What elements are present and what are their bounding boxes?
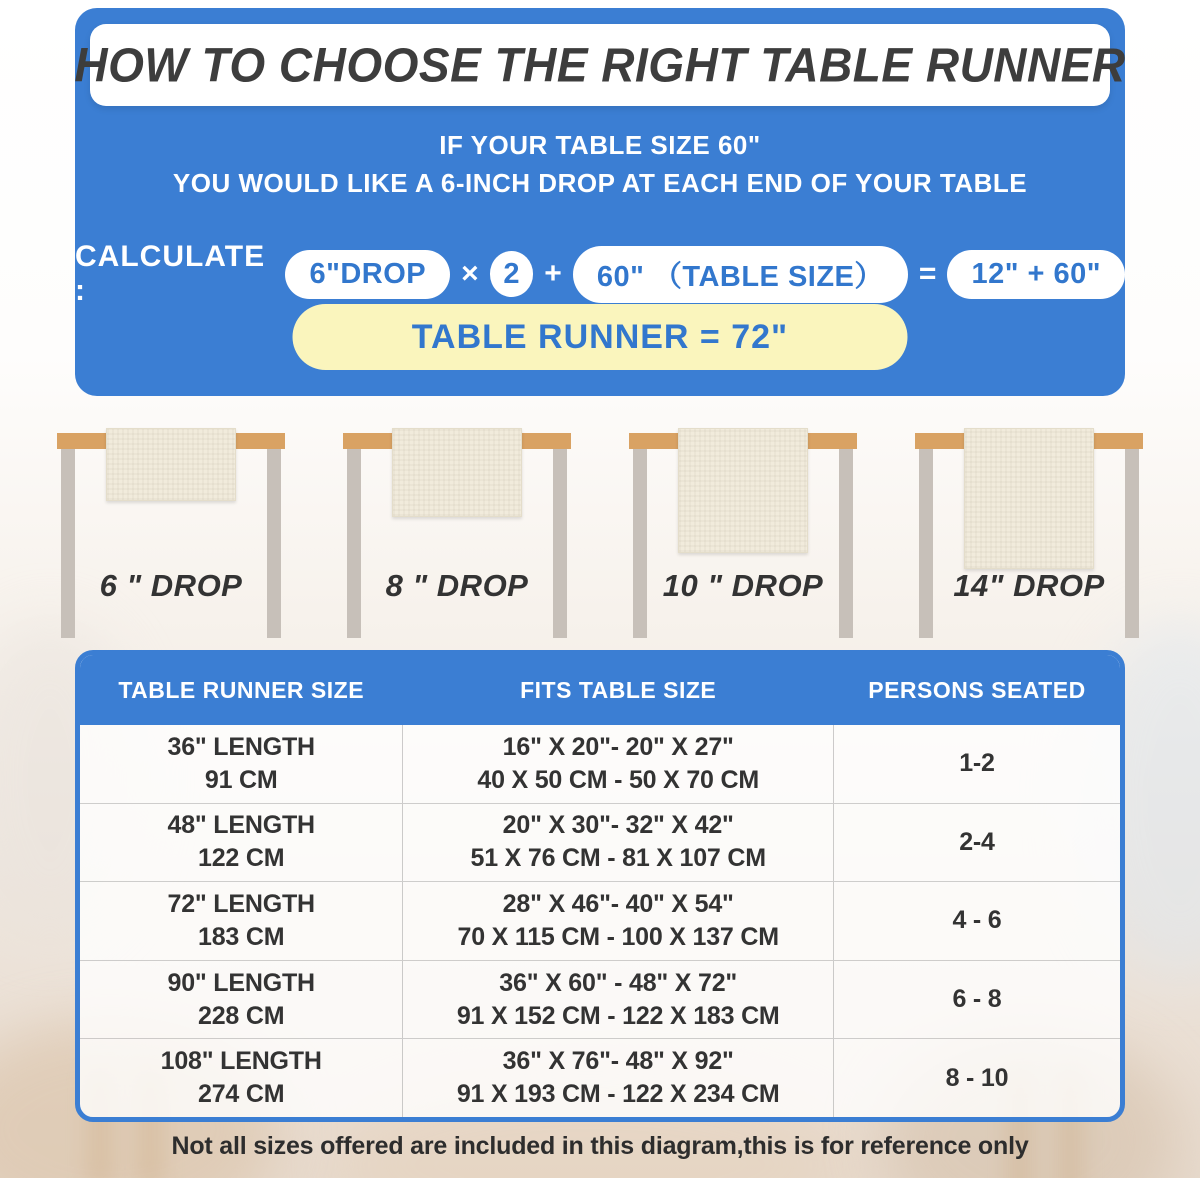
cell-runner-size: 48" LENGTH 122 CM (167, 811, 315, 873)
table-body (80, 725, 1120, 1117)
reference-note: Not all sizes offered are included in this diagram,this is for reference only (171, 1132, 1029, 1160)
table-leg-right (839, 447, 853, 638)
cell-fits-size: 20" X 30"- 32" X 42" 51 X 76 CM - 81 X 107 CM (402, 804, 834, 882)
table-leg-left (919, 447, 933, 638)
drop-illustration-8 (326, 410, 588, 645)
times-sign: × (461, 257, 479, 290)
cell-runner-size: 108" LENGTH 274 CM (160, 1047, 322, 1109)
cell-runner-size: 72" LENGTH 183 CM (167, 889, 315, 951)
table-row (80, 803, 1120, 882)
calculate-label: CALCULATE : (75, 240, 266, 307)
cell-fits-size: 16" X 20"- 20" X 27" 40 X 50 CM - 50 X 70 CM (402, 725, 834, 803)
drop-label: 6 " DROP (99, 568, 243, 603)
cell-runner-size: 90" LENGTH 228 CM (167, 968, 315, 1030)
cell-persons: 8 - 10 (945, 1063, 1009, 1092)
drop-illustrations (40, 410, 1160, 645)
size-chart-table (75, 650, 1125, 1122)
table-leg-left (633, 447, 647, 638)
table-row (80, 725, 1120, 803)
page-title: HOW TO CHOOSE THE RIGHT TABLE RUNNER (74, 37, 1126, 93)
table-leg-right (1125, 447, 1139, 638)
table-row (80, 881, 1120, 960)
drop-label: 10 " DROP (662, 568, 824, 603)
runner-fabric (964, 428, 1094, 569)
table-size-pill: 60" （TABLE SIZE） (573, 246, 908, 303)
runner-fabric (678, 428, 808, 553)
table-row (80, 960, 1120, 1039)
drop-value-pill: 6"DROP (285, 250, 450, 299)
cell-fits-size: 28" X 46"- 40" X 54" 70 X 115 CM - 100 X 137 CM (402, 882, 834, 960)
cell-fits-size: 36" X 76"- 48" X 92" 91 X 193 CM - 122 X 234 CM (402, 1039, 834, 1117)
cell-fits-size: 36" X 60" - 48" X 72" 91 X 152 CM - 122 X 183 CM (402, 961, 834, 1039)
cell-runner-size: 36" LENGTH 91 CM (167, 732, 315, 794)
subtitle-line-2: YOU WOULD LIKE A 6-INCH DROP AT EACH END OF YOUR TABLE (172, 168, 1028, 198)
drop-label: 8 " DROP (385, 568, 529, 603)
table-leg-right (267, 447, 281, 638)
header-persons-seated: PERSONS SEATED (868, 676, 1086, 703)
sum-pill: 12" + 60" (947, 250, 1125, 299)
runner-result-pill: TABLE RUNNER = 72" (293, 304, 908, 370)
cell-persons: 4 - 6 (952, 906, 1002, 935)
drop-illustration-10 (612, 410, 874, 645)
hero-panel (75, 8, 1125, 396)
cell-persons: 1-2 (959, 749, 995, 778)
subtitle-line-1: IF YOUR TABLE SIZE 60" (439, 130, 761, 160)
title-banner (74, 24, 1126, 106)
runner-fabric (392, 428, 522, 517)
cell-persons: 2-4 (959, 827, 995, 856)
drop-label: 14" DROP (953, 568, 1105, 603)
table-leg-right (553, 447, 567, 638)
equals-sign: = (918, 257, 937, 290)
runner-fabric (106, 428, 236, 501)
drop-illustration-14 (898, 410, 1160, 645)
header-runner-size: TABLE RUNNER SIZE (118, 676, 365, 703)
table-leg-left (61, 447, 75, 638)
plus-sign: + (544, 257, 562, 290)
table-leg-left (347, 447, 361, 638)
drop-illustration-6 (40, 410, 302, 645)
table-header-row (80, 655, 1120, 725)
cell-persons: 6 - 8 (952, 985, 1002, 1014)
calculation-row (75, 240, 1125, 308)
table-row (80, 1038, 1120, 1117)
multiplier-circle: 2 (490, 251, 534, 297)
header-fits-table-size: FITS TABLE SIZE (520, 676, 717, 703)
